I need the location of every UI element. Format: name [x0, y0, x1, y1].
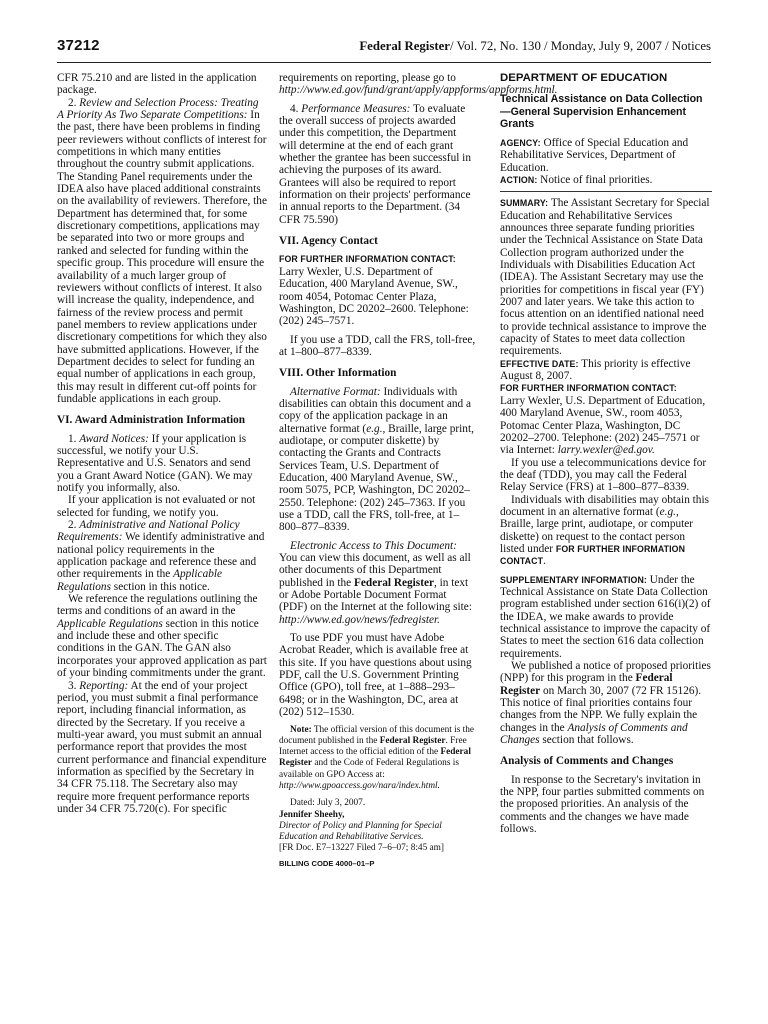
column-2 [279, 72, 558, 870]
review-selection-paragraph: 2. Review and Selection Process: Treating A Priority As Two Separate Competitions: In the past, there have been problems in finding peer reviewers without conflicts of interest for competitions in which many entities throughout the country submit applications. The Standing Panel requirements under the IDEA also have placed additional constraints on the availability of reviewers. Therefore, the Department has determined that, for some discretionary competitions, applications may be separated into two or more groups and ranked and selected for funding within the specific group. This procedure will ensure the availability of a much larger group of reviewers without conflicts of interest. It also will increase the quality, independence, and fairness of the review process and permit panel members to review applications under discretionary competitions for which they also have submitted applications. However, if the Department decides to select for funding an equal number of applications in each group, this may result in different cut-off points for fundable applications in each group. [57, 96, 267, 405]
contact-paragraph: Larry Wexler, U.S. Department of Education, 400 Maryland Avenue, SW., room 4054, Potomac Center Plaza, Washington, DC 20202–2600. Telephone: (202) 245–7571. [279, 265, 469, 328]
contact-label: FOR FURTHER INFORMATION CONTACT: [279, 254, 456, 265]
paragraph: If your application is not evaluated or not selected for funding, we notify you. [57, 494, 256, 519]
section-heading-analysis: Analysis of Comments and Changes [500, 755, 674, 768]
section-heading-award-administration: VI. Award Administration Information [57, 414, 246, 427]
column-1 [57, 72, 267, 815]
running-head [359, 39, 711, 54]
section-heading-agency-contact: VII. Agency Contact [279, 235, 378, 248]
signer-name: Jennifer Sheehy, [279, 809, 345, 820]
dated-line: Dated: July 3, 2007. [290, 798, 366, 809]
divider [500, 191, 712, 192]
performance-measures-paragraph: 4. Performance Measures: To evaluate the overall success of projects awarded under this competition, the Department will determine at the end of each grant whether the grantee has been successful in achieving the purposes of its award. Grantees will also be required to report information on their projects' performance in annual reports to the Department. (34 CFR 75.590) [279, 102, 471, 226]
column-3 [500, 72, 712, 836]
npp-paragraph: We published a notice of proposed priorities (NPP) for this program in the Federal Register on March 30, 2007 (72 FR 15126). This notice of final priorities contains four changes from the NPP. We fully explain the changes in the Analysis of Comments and Changes section that follows. [500, 660, 711, 747]
page-number: 37212 [57, 37, 100, 54]
electronic-access-paragraph: Electronic Access to This Document: You can view this document, as well as all other documents of this Department published in the Federal Register, in text or Adobe Portable Document Format (PDF) on the Internet at the following site: http://www.ed.gov/news/fedregister. [279, 539, 472, 626]
billing-code: BILLING CODE 4000–01–P [279, 858, 375, 868]
paragraph: We reference the regulations outlining the terms and conditions of an award in the Applicable Regulations section in this notice and include these and other specific conditions in the GAN. The GAN also incorporates your approved application as part of your binding commitments under the grant. [57, 593, 267, 680]
issue-info: / Vol. 72, No. 130 / Monday, July 9, 2007 / Notices [449, 39, 711, 53]
department-heading: DEPARTMENT OF EDUCATION [500, 72, 668, 84]
paragraph: requirements on reporting, please go to http://www.ed.gov/fund/grant/apply/appforms/appforms.html. [279, 72, 558, 97]
policy-requirements-paragraph: 2. Administrative and National Policy Requirements: We identify administrative and national policy requirements in the application package and reference these and other requirements in the Applicable Regulations section in this notice. [57, 519, 265, 593]
award-notices-paragraph: 1. Award Notices: If your application is successful, we notify your U.S. Representative and U.S. Senators and send you a Grant Award Notice (GAN). We may notify you informally, also. [57, 432, 253, 494]
effective-date-paragraph: EFFECTIVE DATE: This priority is effective August 8, 2007. [500, 357, 691, 383]
forms-link[interactable]: http://www.ed.gov/fund/grant/apply/appforms/appforms.html. [279, 84, 558, 97]
signer-title: Director of Policy and Planning for Special Education and Rehabilitative Services. [279, 820, 442, 843]
page-header [57, 37, 711, 57]
publication-name: Federal Register [359, 39, 450, 53]
analysis-paragraph: In response to the Secretary's invitation in the NPP, four parties submitted comments on the proposed priorities. An analysis of the comments and the changes we have made follows. [500, 773, 705, 836]
fedregister-link[interactable]: http://www.ed.gov/news/fedregister. [279, 613, 440, 626]
alternative-format-paragraph: Individuals with disabilities may obtain this document in an alternative format (e.g., Braille, large print, audiotape, or computer diskette) on request to the contact person listed under FOR FURTHER INFORMATION CONTACT. [500, 493, 709, 568]
paragraph: CFR 75.210 and are listed in the application package. [57, 72, 257, 97]
note-paragraph: Note: The official version of this document is the document published in the Federal Register. Free Internet access to the official edition of the Federal Register and the Code of Federal Regulations is available on GPO Access at: http://www.gpoaccess.gov/nara/index.html. [279, 724, 475, 791]
action-paragraph: ACTION: Notice of final priorities. [500, 173, 653, 186]
header-rule [57, 62, 711, 63]
pdf-paragraph: To use PDF you must have Adobe Acrobat Reader, which is available free at this site. If you have questions about using PDF, call the U.S. Government Printing Office (GPO), toll free, at 1–888–293–6498; or in the Washington, DC, area at (202) 512–1530. [279, 632, 472, 719]
supplementary-paragraph: SUPPLEMENTARY INFORMATION: Under the Technical Assistance on State Data Collection program established under section 616(i)(2) of the IDEA, we make awards to provide technical assistance to improve the capacity of States to meet the section 616 data collection requirements. [500, 573, 711, 660]
document-title: Technical Assistance on Data Collection—General Supervision Enhancement Grants [500, 93, 703, 130]
gpo-link[interactable]: http://www.gpoaccess.gov/nara/index.html. [279, 780, 440, 791]
summary-paragraph: SUMMARY: The Assistant Secretary for Special Education and Rehabilitative Services announces three separate funding priorities under the Technical Assistance on State Data Collection program authorized under the Individuals with Disabilities Education Act (IDEA). The Assistant Secretary may use the priorities for competitions in fiscal year (FY) 2007 and later years. We take this action to focus attention on an identified national need to provide technical assistance to improve the capacity of States to meet data collection requirements. [500, 197, 710, 358]
section-heading-other-information: VIII. Other Information [279, 367, 397, 380]
contact-label: FOR FURTHER INFORMATION CONTACT: [500, 383, 677, 394]
fr-doc-line: [FR Doc. E7–13227 Filed 7–6–07; 8:45 am] [279, 843, 445, 854]
email-link[interactable]: larry.wexler@ed.gov. [557, 444, 655, 457]
tdd-paragraph: If you use a telecommunications device for the deaf (TDD), you may call the Federal Relay Service (FRS) at 1–800–877–8339. [500, 456, 707, 494]
agency-paragraph: AGENCY: Office of Special Education and Rehabilitative Services, Department of Education. [500, 136, 689, 174]
reporting-paragraph: 3. Reporting: At the end of your project period, you must submit a final performance report, including financial information, as directed by the Secretary. If you receive a multi-year award, you must submit an annual performance report that provides the most current performance and financial expenditure information as specified by the Secretary in 34 CFR 75.118. The Secretary also may require more frequent performance reports under 34 CFR 75.720(c). For specific [57, 679, 267, 815]
contact-paragraph: Larry Wexler, U.S. Department of Education, 400 Maryland Avenue, SW., room 4053, Potomac Center Plaza, Washington, DC 20202–2700. Telephone: (202) 245–7571 or via Internet: larry.wexler@ed.gov. [500, 394, 706, 457]
tdd-paragraph: If you use a TDD, call the FRS, toll-free, at 1–800–877–8339. [279, 333, 476, 358]
alternative-format-paragraph: Alternative Format: Individuals with disabilities can obtain this document and a copy of the application package in an alternative format (e.g., Braille, large print, audiotape, or computer diskette) by contacting the Grants and Contracts Services Team, U.S. Department of Education, 400 Maryland Avenue, SW., room 5075, PCP, Washington, DC 20202–2550. Telephone: (202) 245–7363. If you use a TDD, call the FRS, toll-free, at 1–800–877–8339. [279, 385, 474, 534]
